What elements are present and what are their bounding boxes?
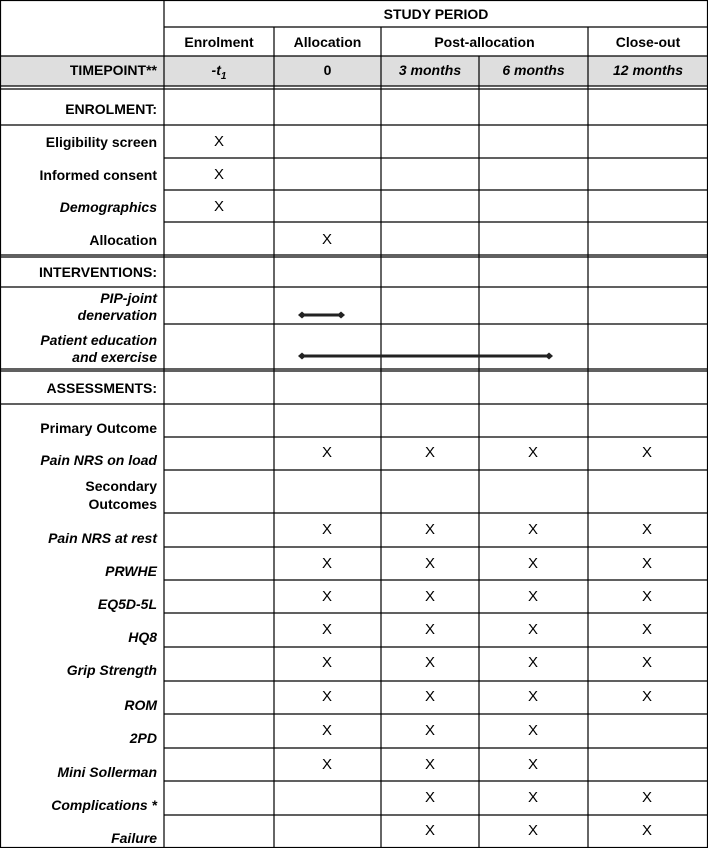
phase-allocation: Allocation [293, 34, 362, 50]
timepoint-6-months: 6 months [502, 62, 565, 78]
mark: X [641, 555, 652, 572]
mark: X [527, 621, 538, 638]
row-label-failure: Failure [111, 830, 157, 846]
mark: X [213, 133, 224, 150]
mark: X [424, 555, 435, 572]
mark: X [321, 688, 332, 705]
row-label-demographics: Demographics [59, 199, 157, 215]
mark: X [527, 722, 538, 739]
row-label-pain-load: Pain NRS on load [40, 452, 157, 468]
pip-denervation-bar [298, 312, 345, 319]
section-interventions: INTERVENTIONS: [39, 264, 157, 280]
mark: X [527, 822, 538, 839]
row-label-pain-rest: Pain NRS at rest [48, 530, 157, 546]
row-label-edu-line2: and exercise [72, 349, 157, 365]
mark: X [527, 444, 538, 461]
row-label-complications: Complications * [51, 797, 157, 813]
mark: X [641, 588, 652, 605]
row-label-secondary-line1: Secondary [85, 478, 157, 494]
mark: X [424, 588, 435, 605]
mark: X [213, 166, 224, 183]
mark: X [641, 789, 652, 806]
row-label-allocation: Allocation [89, 232, 157, 248]
section-enrolment: ENROLMENT: [65, 101, 157, 117]
mark: X [321, 621, 332, 638]
phase-post-allocation: Post-allocation [434, 34, 535, 50]
mark: X [424, 789, 435, 806]
mark: X [424, 621, 435, 638]
study-period-heading: STUDY PERIOD [383, 6, 489, 22]
patient-education-bar [298, 353, 553, 360]
mark: X [321, 521, 332, 538]
mark: X [641, 688, 652, 705]
mark: X [527, 588, 538, 605]
mark: X [424, 756, 435, 773]
row-label-2pd: 2PD [129, 730, 157, 746]
mark: X [527, 555, 538, 572]
mark: X [321, 231, 332, 248]
row-label-rom: ROM [124, 697, 157, 713]
mark: X [424, 521, 435, 538]
phase-close-out: Close-out [615, 34, 681, 50]
row-label-secondary-line2: Outcomes [88, 496, 157, 512]
row-label-edu-line1: Patient education [40, 332, 157, 348]
row-label-sollerman: Mini Sollerman [57, 764, 157, 780]
row-label-eligibility: Eligibility screen [45, 134, 157, 150]
timepoint-3-months: 3 months [398, 62, 462, 78]
mark: X [641, 521, 652, 538]
mark: X [321, 654, 332, 671]
mark: X [527, 789, 538, 806]
mark: X [641, 822, 652, 839]
mark: X [641, 621, 652, 638]
mark: X [527, 521, 538, 538]
row-label-pip-line2: denervation [77, 307, 157, 323]
row-label-prwhe: PRWHE [105, 563, 157, 579]
timepoint-allocation: 0 [323, 62, 332, 78]
mark: X [321, 555, 332, 572]
section-assessments: ASSESSMENTS: [46, 380, 157, 396]
phase-enrolment: Enrolment [184, 34, 254, 50]
mark: X [424, 722, 435, 739]
mark: X [527, 756, 538, 773]
row-label-pip-line1: PIP-joint [100, 290, 157, 306]
row-label-primary: Primary Outcome [40, 420, 157, 436]
timepoint-enrolment: $-t_1$ [211, 62, 227, 82]
row-label-eq5d: EQ5D-5L [97, 596, 157, 612]
mark: X [321, 444, 332, 461]
timepoint-label: TIMEPOINT** [69, 62, 157, 78]
mark: X [527, 654, 538, 671]
mark: X [527, 688, 538, 705]
timepoint-12-months: 12 months [612, 62, 683, 78]
mark: X [321, 756, 332, 773]
mark: X [424, 822, 435, 839]
mark: X [424, 688, 435, 705]
mark: X [641, 654, 652, 671]
mark: X [424, 654, 435, 671]
row-label-consent: Informed consent [39, 167, 157, 183]
mark: X [213, 198, 224, 215]
mark: X [321, 722, 332, 739]
mark: X [424, 444, 435, 461]
row-label-hq8: HQ8 [128, 629, 157, 645]
mark: X [641, 444, 652, 461]
mark: X [321, 588, 332, 605]
row-label-grip: Grip Strength [66, 662, 157, 678]
